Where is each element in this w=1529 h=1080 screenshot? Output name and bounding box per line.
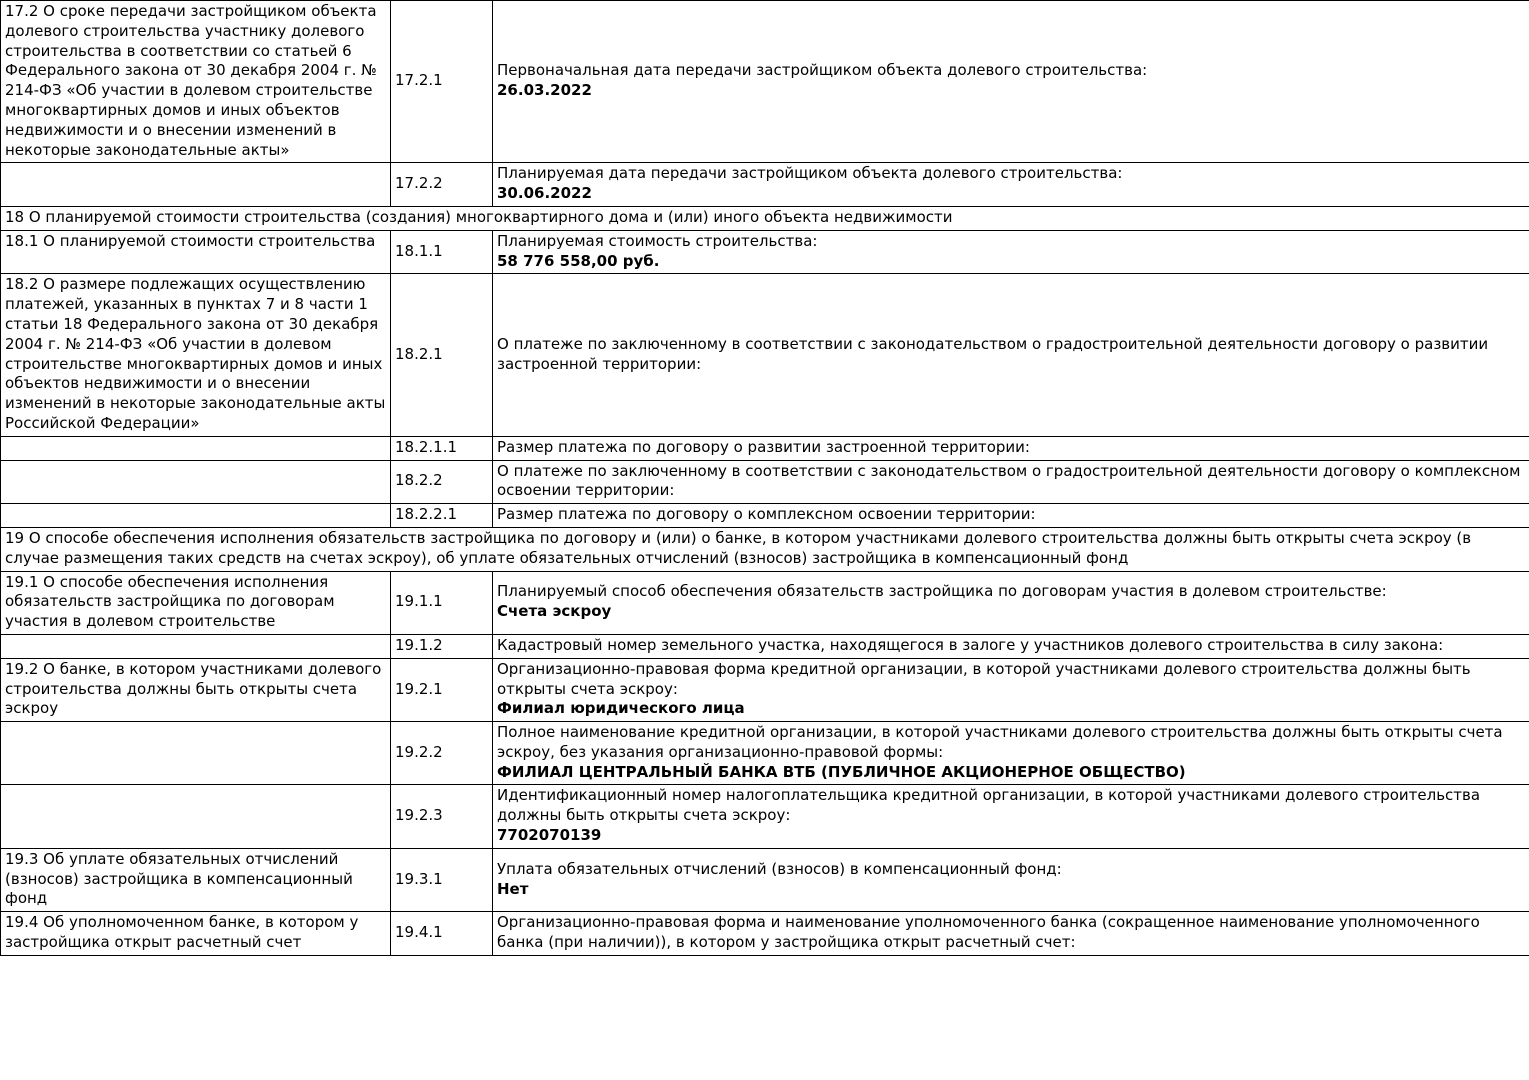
row-number-cell: 19.1.2 (391, 634, 493, 658)
row-content-cell (493, 785, 1529, 848)
row-content-label: Первоначальная дата передачи застройщиком объекта долевого строительства: (497, 61, 1148, 80)
table-row (1, 912, 1529, 956)
row-topic-cell: 19.4 Об уполномоченном банке, в котором у застройщика открыт расчетный счет (1, 912, 391, 956)
row-number-cell: 19.3.1 (391, 848, 493, 911)
row-content-cell (493, 504, 1529, 528)
row-content-cell (493, 634, 1529, 658)
table-row (1, 1, 1529, 163)
row-number-cell: 18.2.2 (391, 460, 493, 504)
table-row (1, 274, 1529, 436)
table-row (1, 722, 1529, 785)
row-topic-cell: 19.1 О способе обеспечения исполнения обязательств застройщика по договорам участия в долевом строительстве (1, 571, 391, 634)
row-number-cell: 17.2.1 (391, 1, 493, 163)
row-content-cell (493, 460, 1529, 504)
table-row (1, 460, 1529, 504)
row-content-cell (493, 912, 1529, 956)
row-number-cell: 18.1.1 (391, 230, 493, 274)
row-topic-cell (1, 722, 391, 785)
row-content-cell (493, 230, 1529, 274)
row-content-cell (493, 436, 1529, 460)
row-topic-cell (1, 163, 391, 207)
row-content-cell (493, 658, 1529, 721)
row-content-cell (493, 274, 1529, 436)
row-topic-cell: 19.2 О банке, в котором участниками долевого строительства должны быть открыты счета эскроу (1, 658, 391, 721)
row-content-cell (493, 571, 1529, 634)
row-content-value: 26.03.2022 (497, 81, 592, 100)
section-header-text: 19 О способе обеспечения исполнения обязательств застройщика по договору и (или) о банке, в котором участниками долевого строительства должны быть открыты счета эскроу (в случае размещения таких средств на счетах эскроу), об уплате обязательных отчислений (взносов) застройщика в компенсационный фонд (1, 527, 1529, 571)
section-header-text: 18 О планируемой стоимости строительства (создания) многоквартирного дома и (или) иного объекта недвижимости (1, 206, 1529, 230)
row-topic-cell: 18.2 О размере подлежащих осуществлению платежей, указанных в пунктах 7 и 8 части 1 статьи 18 Федерального закона от 30 декабря 2004 г. № 214-ФЗ «Об участии в долевом строительстве многоквартирных домов и иных объектов недвижимости и о внесении изменений в некоторые законодательные акты Российской Федерации» (1, 274, 391, 436)
row-content-label: Кадастровый номер земельного участка, находящегося в залоге у участников долевого строительства в силу закона: (497, 635, 1444, 654)
row-content-value: 7702070139 (497, 826, 602, 845)
row-number-cell: 19.2.1 (391, 658, 493, 721)
declaration-table-body (1, 1, 1529, 956)
row-content-label: Размер платежа по договору о комплексном освоении территории: (497, 505, 1036, 524)
row-content-label: Идентификационный номер налогоплательщика кредитной организации, в которой участниками долевого строительства должны быть открыты счета эскроу: (497, 786, 1481, 825)
row-content-label: Планируемая дата передачи застройщиком объекта долевого строительства: (497, 164, 1123, 183)
row-number-cell: 19.4.1 (391, 912, 493, 956)
row-topic-cell (1, 460, 391, 504)
row-content-value: Счета эскроу (497, 602, 612, 621)
row-content-value: Филиал юридического лица (497, 699, 745, 718)
row-content-label: О платеже по заключенному в соответствии с законодательством о градостроительной деятельности договору о комплексном освоении территории: (497, 461, 1521, 500)
table-row (1, 436, 1529, 460)
table-row (1, 785, 1529, 848)
row-topic-cell: 17.2 О сроке передачи застройщиком объекта долевого строительства участнику долевого строительства в соответствии со статьей 6 Федерального закона от 30 декабря 2004 г. № 214-ФЗ «Об участии в долевом строительстве многоквартирных домов и иных объектов недвижимости и о внесении изменений в некоторые законодательные акты» (1, 1, 391, 163)
row-number-cell: 19.2.2 (391, 722, 493, 785)
row-topic-cell (1, 785, 391, 848)
row-content-label: Планируемый способ обеспечения обязательств застройщика по договорам участия в долевом строительстве: (497, 582, 1387, 601)
row-content-label: Полное наименование кредитной организации, в которой участниками долевого строительства должны быть открыты счета эскроу, без указания организационно-правовой формы: (497, 723, 1503, 761)
row-content-cell (493, 722, 1529, 785)
row-content-label: Уплата обязательных отчислений (взносов) в компенсационный фонд: (497, 859, 1062, 878)
table-row (1, 230, 1529, 274)
table-row (1, 571, 1529, 634)
row-number-cell: 19.2.3 (391, 785, 493, 848)
section-header-row (1, 527, 1529, 571)
row-content-value: Нет (497, 879, 529, 898)
row-content-cell (493, 1, 1529, 163)
row-content-cell (493, 163, 1529, 207)
table-row (1, 634, 1529, 658)
table-row (1, 163, 1529, 207)
row-content-label: О платеже по заключенному в соответствии с законодательством о градостроительной деятельности договору о развитии застроенной территории: (497, 334, 1489, 373)
row-content-label: Организационно-правовая форма и наименование уполномоченного банка (сокращенное наименование уполномоченного банка (при наличии)), в котором у застройщика открыт расчетный счет: (497, 913, 1480, 952)
row-content-value: 58 776 558,00 руб. (497, 251, 660, 270)
row-content-label: Размер платежа по договору о развитии застроенной территории: (497, 437, 1030, 456)
row-content-value: 30.06.2022 (497, 184, 592, 203)
section-header-row (1, 206, 1529, 230)
row-number-cell: 19.1.1 (391, 571, 493, 634)
row-content-value: ФИЛИАЛ ЦЕНТРАЛЬНЫЙ БАНКА ВТБ (ПУБЛИЧНОЕ АКЦИОНЕРНОЕ ОБЩЕСТВО) (497, 762, 1186, 781)
table-row (1, 848, 1529, 911)
row-topic-cell: 18.1 О планируемой стоимости строительства (1, 230, 391, 274)
row-topic-cell (1, 504, 391, 528)
row-content-cell (493, 848, 1529, 911)
row-number-cell: 18.2.1 (391, 274, 493, 436)
row-topic-cell (1, 634, 391, 658)
row-content-label: Организационно-правовая форма кредитной организации, в которой участниками долевого строительства должны быть открыты счета эскроу: (497, 659, 1471, 698)
row-topic-cell (1, 436, 391, 460)
row-number-cell: 18.2.1.1 (391, 436, 493, 460)
row-content-label: Планируемая стоимость строительства: (497, 231, 818, 250)
row-topic-cell: 19.3 Об уплате обязательных отчислений (взносов) застройщика в компенсационный фонд (1, 848, 391, 911)
table-row (1, 658, 1529, 721)
table-row (1, 504, 1529, 528)
row-number-cell: 17.2.2 (391, 163, 493, 207)
row-number-cell: 18.2.2.1 (391, 504, 493, 528)
